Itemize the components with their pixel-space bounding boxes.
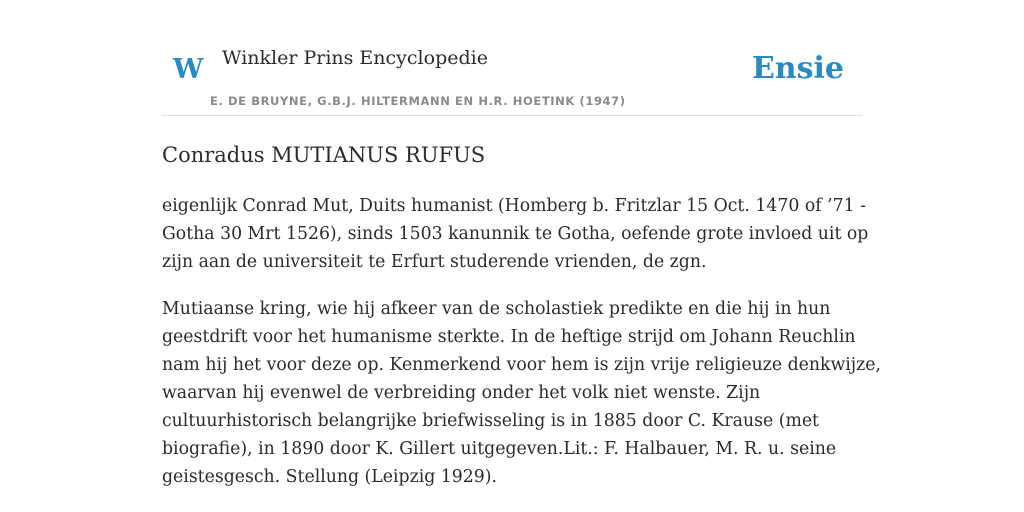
paragraph-line: geestdrift voor het humanisme sterkte. In de heftige strijd om Johann Reuchlin	[162, 327, 856, 347]
paragraph-line: Mutiaanse kring, wie hij afkeer van de scholastiek predikte en die hij in hun	[162, 299, 831, 319]
paragraph-line: Gotha 30 Mrt 1526), sinds 1503 kanunnik te Gotha, oefende grote invloed uit op	[162, 224, 869, 244]
paragraph-line: nam hij het voor deze op. Kenmerkend voor hem is zijn vrije religieuze denkwijze,	[162, 355, 881, 375]
paragraph-line: eigenlijk Conrad Mut, Duits humanist (Homberg b. Fritzlar 15 Oct. 1470 of ’71 -	[162, 196, 866, 216]
ensie-brand-link[interactable]: Ensie	[751, 51, 844, 86]
article-paragraph	[162, 192, 869, 276]
paragraph-line: biografie), in 1890 door K. Gillert uitgegeven.Lit.: F. Halbauer, M. R. u. seine	[162, 439, 837, 459]
authors-credit: E. DE BRUYNE, G.B.J. HILTERMANN EN H.R. HOETINK (1947)	[210, 94, 626, 108]
page	[162, 0, 881, 512]
header	[162, 0, 862, 116]
paragraph-line: cultuurhistorisch belangrijke briefwisseling is in 1885 door C. Krause (met	[162, 411, 819, 431]
winkler-prins-logo-icon[interactable]: W	[173, 54, 204, 85]
article-title: Conradus MUTIANUS RUFUS	[162, 143, 486, 167]
paragraph-line: geistesgesch. Stellung (Leipzig 1929).	[162, 467, 497, 487]
paragraph-line: zijn aan de universiteit te Erfurt studerende vrienden, de zgn.	[162, 252, 707, 272]
encyclopedia-title[interactable]: Winkler Prins Encyclopedie	[222, 47, 488, 69]
article-paragraph	[162, 295, 881, 491]
paragraph-line: waarvan hij evenwel de verbreiding onder het volk niet wenste. Zijn	[162, 383, 761, 403]
